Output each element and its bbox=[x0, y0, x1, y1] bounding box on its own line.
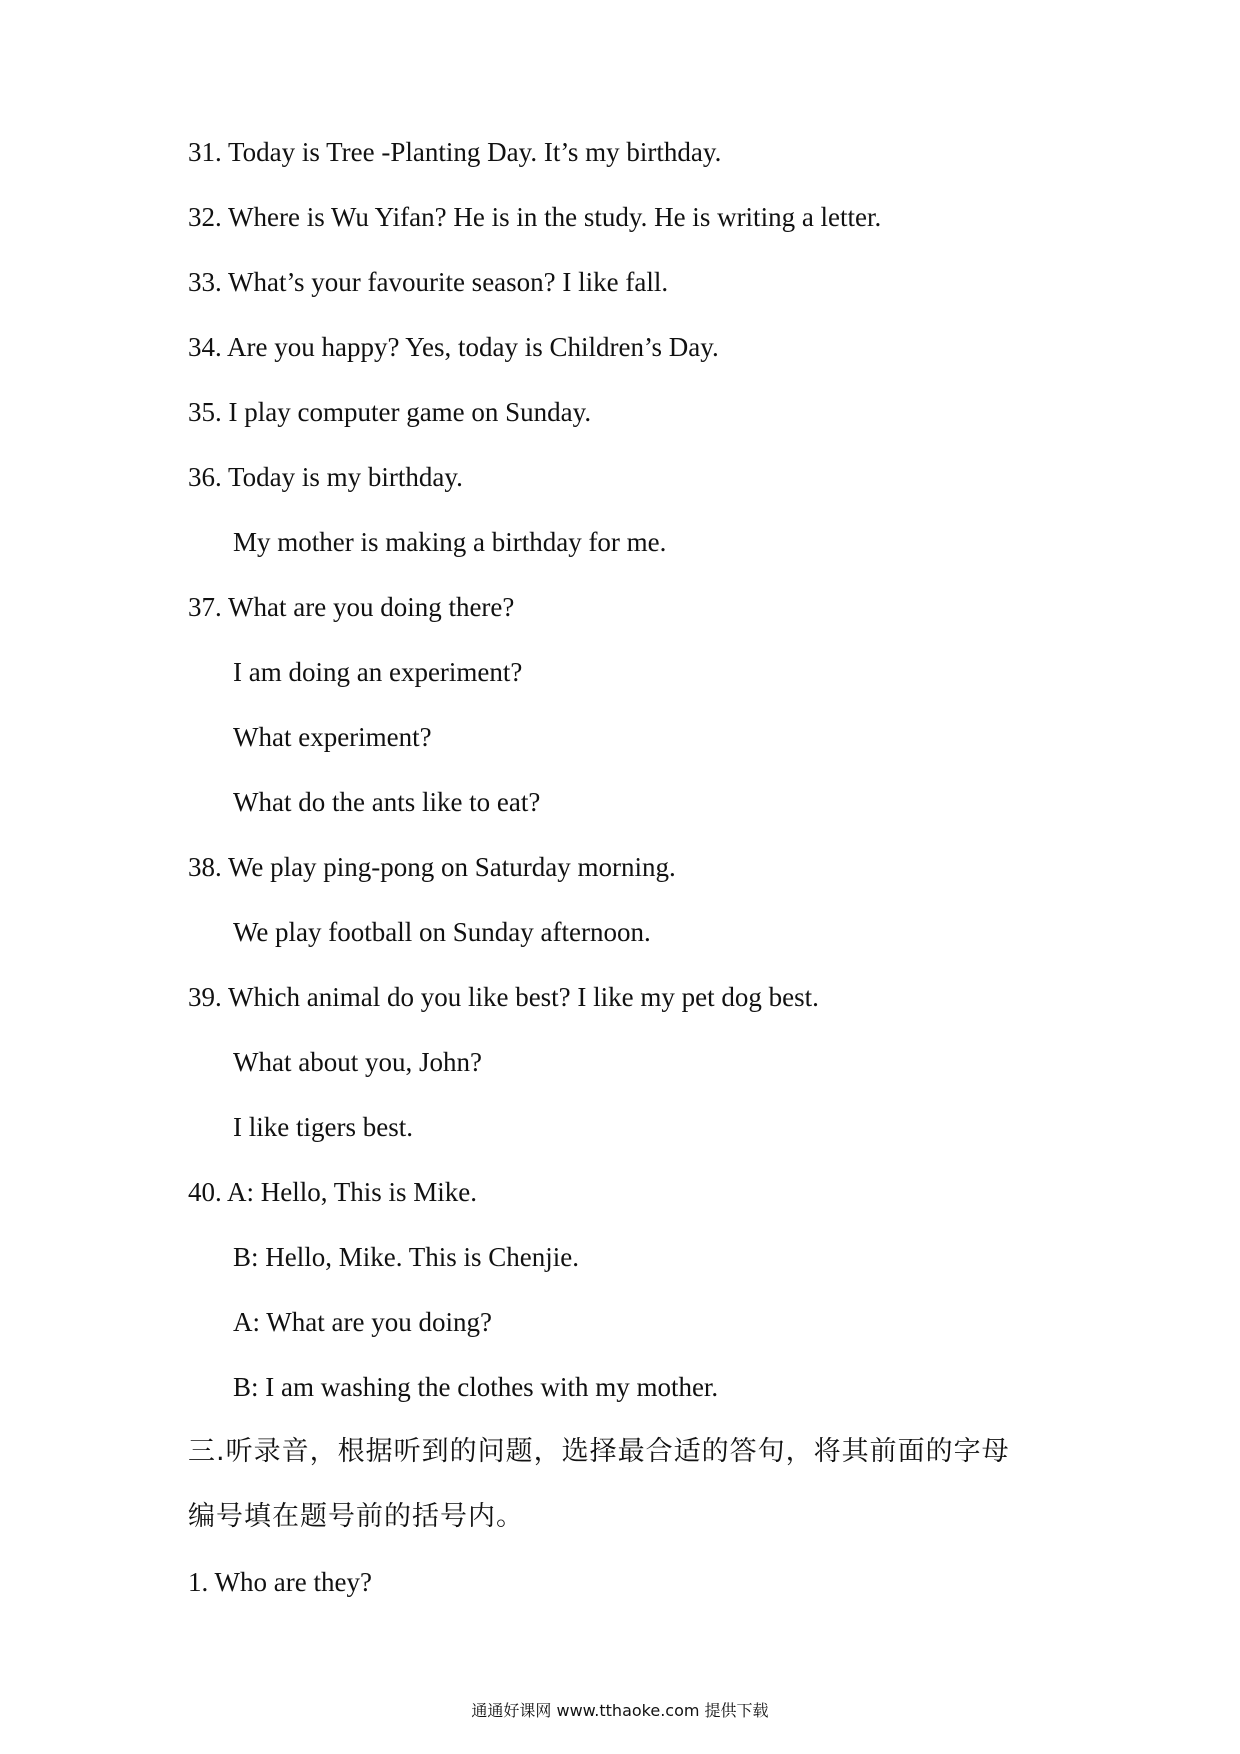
sentence-35: 35. I play computer game on Sunday. bbox=[188, 397, 592, 427]
sentence-40-line-3: A: What are you doing? bbox=[233, 1307, 492, 1337]
sentence-37-line-3: What experiment? bbox=[233, 722, 432, 752]
sentence-39-line-2: What about you, John? bbox=[233, 1047, 482, 1077]
sentence-40-line-4: B: I am washing the clothes with my mother. bbox=[233, 1372, 719, 1402]
sentence-37-line-2: I am doing an experiment? bbox=[233, 657, 523, 687]
sentence-33: 33. What’s your favourite season? I like fall. bbox=[188, 267, 669, 297]
sentence-32: 32. Where is Wu Yifan? He is in the study. He is writing a letter. bbox=[188, 202, 882, 232]
sentence-39-line-3: I like tigers best. bbox=[233, 1112, 413, 1142]
section-3-instruction: 三.听录音，根据听到的问题，选择最合适的答句，将其前面的字母 bbox=[188, 1436, 1010, 1467]
sentence-36: 36. Today is my birthday. bbox=[188, 462, 463, 492]
sentence-37: 37. What are you doing there? bbox=[188, 592, 515, 622]
sentence-34: 34. Are you happy? Yes, today is Children’s Day. bbox=[188, 332, 719, 362]
sentence-31: 31. Today is Tree -Planting Day. It’s my birthday. bbox=[188, 137, 722, 167]
sentence-38-line-2: We play football on Sunday afternoon. bbox=[233, 917, 651, 947]
section-3-instruction-line-2: 编号填在题号前的括号内。 bbox=[188, 1501, 524, 1532]
sentence-40: 40. A: Hello, This is Mike. bbox=[188, 1177, 478, 1207]
sentence-40-line-2: B: Hello, Mike. This is Chenjie. bbox=[233, 1242, 579, 1272]
question-1: 1. Who are they? bbox=[188, 1567, 372, 1597]
sentence-38: 38. We play ping-pong on Saturday morning. bbox=[188, 852, 676, 882]
sentence-37-line-4: What do the ants like to eat? bbox=[233, 787, 541, 817]
sentence-39: 39. Which animal do you like best? I like my pet dog best. bbox=[188, 982, 819, 1012]
page-footer: 通通好课网 www.tthaoke.com 提供下载 bbox=[471, 1701, 769, 1720]
sentence-36-line-2: My mother is making a birthday for me. bbox=[233, 527, 667, 557]
